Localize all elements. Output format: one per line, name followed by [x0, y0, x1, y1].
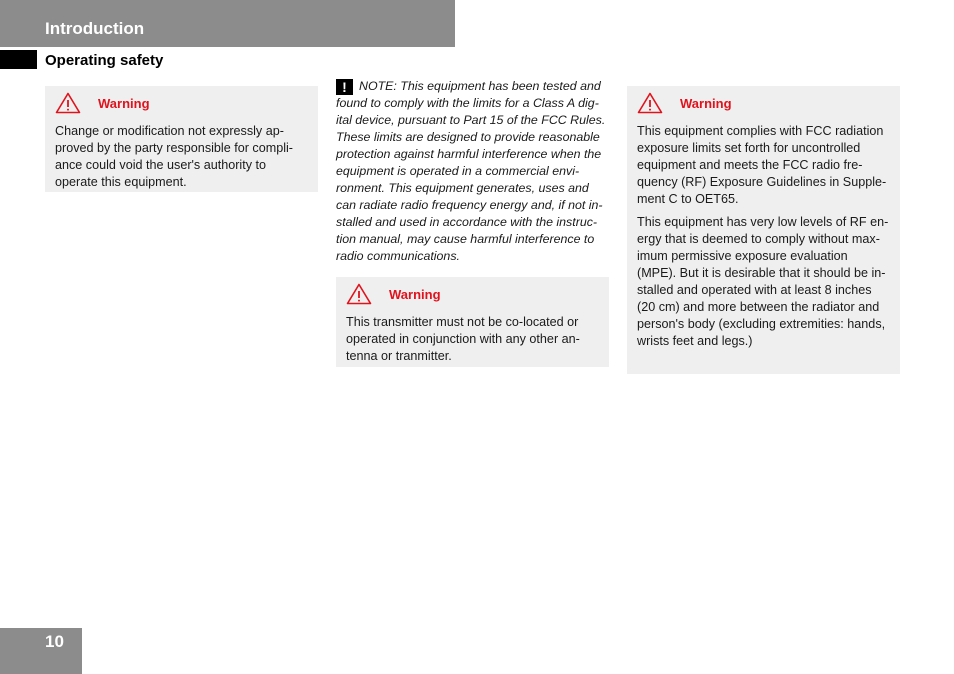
page-number-box: [0, 628, 82, 674]
exclamation-icon: !: [336, 79, 353, 95]
warning-text: This transmitter must not be co-located or operated in conjunction with any other an-tenna or tranmitter.: [346, 315, 580, 363]
warning-text: Change or modification not expressly ap-proved by the party responsible for compli-ance could void the user's authority to operate this equipment.: [55, 124, 293, 189]
warning-triangle-icon: [637, 92, 663, 114]
section-title: Operating safety: [45, 52, 164, 69]
note-text: NOTE: This equipment has been tested and found to comply with the limits for a Class A dig-ital device, pursuant to Part 15 of the FCC Rules. These limits are designed to provide reasonable protection against harmful interference when the equipment is operated in a commercial envi-ronment. This equipment generates, uses and can radiate radio frequency energy and, if not in-stalled and used in accordance with the instruc-tion manual, may cause harmful interference to radio communications.: [336, 79, 606, 263]
warning-header: [637, 92, 890, 114]
warning-box-transmitter: [336, 277, 609, 367]
note-paragraph: [336, 78, 610, 265]
warning-header: [346, 283, 599, 305]
warning-label: Warning: [389, 286, 441, 302]
warning-label: Warning: [680, 95, 732, 111]
warning-header: [55, 92, 308, 114]
section-marker: [0, 50, 37, 69]
warning-box-rf-exposure: [627, 86, 900, 374]
chapter-title: Introduction: [45, 19, 145, 38]
warning-text-paragraph-1: This equipment complies with FCC radiation exposure limits set forth for uncontrolled equipment and meets the FCC radio fre-quency (RF) Exposure Guidelines in Supple-ment C to OET65.: [637, 124, 887, 206]
warning-triangle-icon: [55, 92, 81, 114]
page-number: 10: [45, 632, 64, 651]
warning-box-modification: [45, 86, 318, 192]
warning-text-paragraph-2: This equipment has very low levels of RF en-ergy that is deemed to comply without max-imum permissive exposure evaluation (MPE). But it is desirable that it should be in-stalled and operated with at least 8 inches (20 cm) and more between the radiator and person's body (excluding extremities: hands, wrists feet and legs.): [637, 215, 889, 348]
warning-triangle-icon: [346, 283, 372, 305]
warning-label: Warning: [98, 95, 150, 111]
